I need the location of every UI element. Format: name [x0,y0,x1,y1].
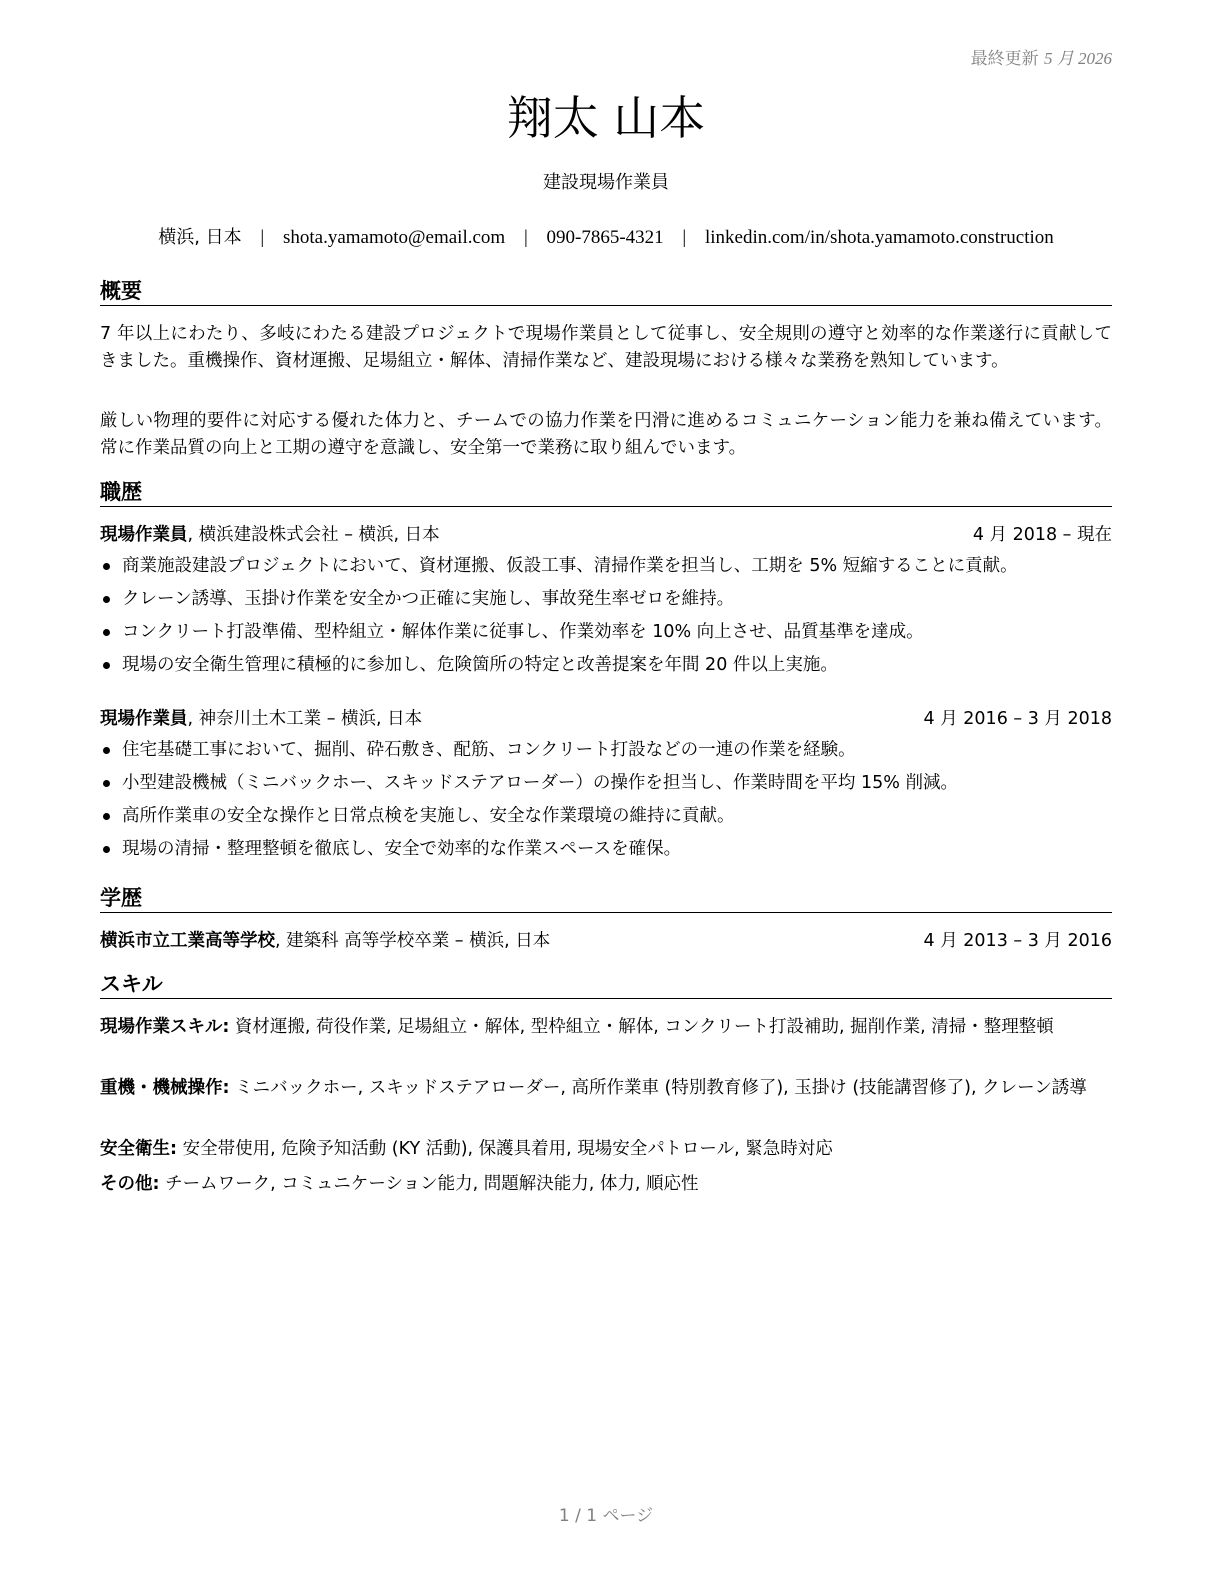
contact-separator: | [260,227,265,248]
skill-value: ミニバックホー, スキッドステアローダー, 高所作業車 (特別教育修了), 玉掛け (技能講習修了), クレーン誘導 [235,1078,1087,1098]
last-updated [971,44,1112,69]
skill-label: 現場作業スキル: [100,1017,230,1037]
list-item: 商業施設建設プロジェクトにおいて、資材運搬、仮設工事、清掃作業を担当し、工期を 5% 短縮することに貢献。 [100,553,1112,586]
summary-paragraph-1: 7 年以上にわたり、多岐にわたる建設プロジェクトで現場作業員として従事し、安全規則の遵守と効率的な作業遂行に貢献してきました。重機操作、資材運搬、足場組立・解体、清掃作業など、建設現場における様々な業務を熟知しています。 [100,324,1112,371]
last-updated-date: 5 月 2026 [1044,49,1112,68]
contact-email[interactable]: shota.yamamoto@email.com [282,227,506,248]
last-updated-prefix: 最終更新 [970,49,1039,69]
job-company: 神奈川土木工業 – 横浜, 日本 [198,709,423,729]
skill-label: 安全衛生: [100,1139,177,1159]
job-bullets [100,553,1112,685]
skill-value: チームワーク, コミュニケーション能力, 問題解決能力, 体力, 順応性 [165,1174,699,1194]
list-item: クレーン誘導、玉掛け作業を安全かつ正確に実施し、事故発生率ゼロを維持。 [100,586,1112,619]
contact-location: 横浜, 日本 [158,227,242,248]
list-item: 高所作業車の安全な操作と日常点検を実施し、安全な作業環境の維持に貢献。 [100,803,1112,836]
experience-heading: 職歴 [100,478,1112,507]
job-header: 現場作業員, 神奈川土木工業 – 横浜, 日本 4 月 2016 – 3 月 2018 [100,706,1112,732]
list-item: コンクリート打設準備、型枠組立・解体作業に従事し、作業効率を 10% 向上させ、品質基準を達成。 [100,619,1112,652]
contact-line [100,224,1112,252]
job-dates: 4 月 2016 – 3 月 2018 [923,709,1112,729]
skill-row [100,1014,1112,1041]
job-role: 現場作業員 [100,709,188,729]
list-item: 現場の清掃・整理整頓を徹底し、安全で効率的な作業スペースを確保。 [100,836,1112,869]
list-item: 小型建設機械（ミニバックホー、スキッドステアローダー）の操作を担当し、作業時間を平均 15% 削減。 [100,770,1112,803]
job-bullets [100,737,1112,869]
education-dates: 4 月 2013 – 3 月 2016 [923,931,1112,951]
skill-row [100,1075,1112,1102]
contact-separator: | [523,227,528,248]
education-heading: 学歴 [100,884,1112,913]
job-role: 現場作業員 [100,525,188,545]
summary-heading: 概要 [100,277,1112,306]
job-header: 現場作業員, 横浜建設株式会社 – 横浜, 日本 4 月 2018 – 現在 [100,522,1112,548]
job-dates: 4 月 2018 – 現在 [972,525,1112,545]
skill-label: 重機・機械操作: [100,1078,230,1098]
education-entry: 横浜市立工業高等学校, 建築科 高等学校卒業 – 横浜, 日本 4 月 2013 – 3 月 2016 [100,928,1112,954]
summary-paragraph-2: 厳しい物理的要件に対応する優れた体力と、チームでの協力作業を円滑に進めるコミュニケーション能力を兼ね備えています。常に作業品質の向上と工期の遵守を意識し、安全第一で業務に取り組んでいます。 [100,411,1112,458]
page-indicator: 1 / 1 ページ [558,1506,654,1526]
contact-phone[interactable]: 090-7865-4321 [546,227,664,248]
skills-heading: スキル [100,970,1112,999]
skill-label: その他: [100,1174,160,1194]
contact-linkedin[interactable]: linkedin.com/in/shota.yamamoto.construction [704,227,1054,248]
resume-page [100,0,1112,1584]
list-item: 現場の安全衛生管理に積極的に参加し、危険箇所の特定と改善提案を年間 20 件以上実施。 [100,652,1112,685]
school-name: 横浜市立工業高等学校 [100,931,275,951]
contact-separator: | [682,227,687,248]
job-company: 横浜建設株式会社 – 横浜, 日本 [198,525,440,545]
skill-value: 安全帯使用, 危険予知活動 (KY 活動), 保護具着用, 現場安全パトロール, 緊急時対応 [182,1139,833,1159]
candidate-name: 翔太 山本 [506,91,706,145]
job-title: 建設現場作業員 [543,172,669,193]
skill-value: 資材運搬, 荷役作業, 足場組立・解体, 型枠組立・解体, コンクリート打設補助, 掘削作業, 清掃・整理整頓 [234,1017,1054,1037]
skill-row [100,1136,1112,1163]
list-item: 住宅基礎工事において、掘削、砕石敷き、配筋、コンクリート打設などの一連の作業を経験。 [100,737,1112,770]
skill-row [100,1171,1112,1198]
education-detail: 建築科 高等学校卒業 – 横浜, 日本 [286,931,551,951]
